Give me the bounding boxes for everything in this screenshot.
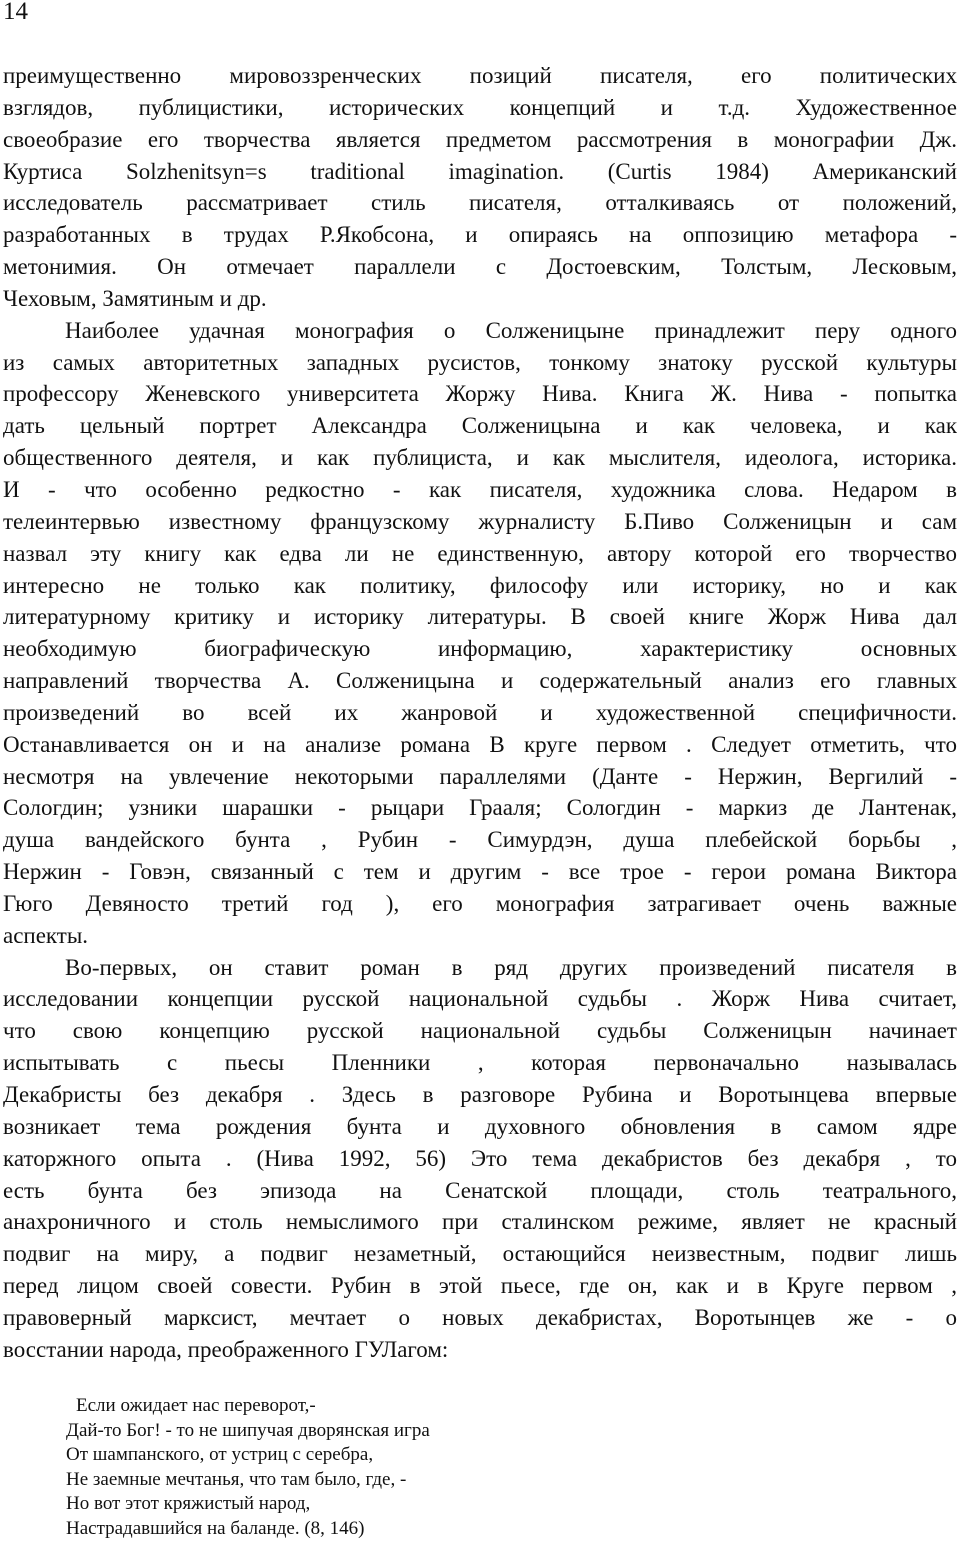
text-line: испытывать с пьесы Пленники , которая первоначально называлась	[3, 1050, 957, 1076]
text-line: профессору Женевского университета Жоржу Нива. Книга Ж. Нива - попытка	[3, 381, 957, 407]
text-line: своеобразие его творчества является предметом рассмотрения в монографии Дж.	[3, 126, 957, 152]
text-line: Нержин - Говэн, связанный с тем и другим - все трое - герои романа Виктора	[3, 859, 957, 885]
text-line: восстании народа, преображенного ГУЛагом:	[3, 1336, 449, 1362]
text-line: душа вандейского бунта , Рубин - Симурдэн, душа плебейской борьбы ,	[3, 827, 957, 853]
poem-line: От шампанского, от устриц с серебра,	[66, 1444, 374, 1465]
text-line: Чеховым, Замятиным и др.	[3, 285, 267, 311]
text-line: Декабристы без декабря . Здесь в разговоре Рубина и Воротынцева впервые	[3, 1082, 957, 1107]
text-line: Наиболее удачная монография о Солженицыне принадлежит перу одного	[65, 317, 957, 343]
text-line: разработанных в трудах Р.Якобсона, и опираясь на оппозицию метафора -	[3, 222, 957, 248]
text-line: И - что особенно редкостно - как писателя, художника слова. Недаром в	[3, 476, 957, 502]
text-line: Гюго Девяносто третий год ), его монография затрагивает очень важные	[3, 890, 957, 916]
text-line: что свою концепцию русской национальной судьбы Солженицын начинает	[3, 1018, 957, 1044]
poem-line: Настрадавшийся на баланде. (8, 146)	[66, 1517, 365, 1539]
text-line: из самых авторитетных западных русистов, тонкому знатоку русской культуры	[3, 349, 957, 375]
text-line: возникает тема рождения бунта и духовного обновления в самом ядре	[3, 1113, 957, 1139]
text-line: произведений во всей их жанровой и художественной специфичности.	[3, 699, 957, 725]
poem-line: Дай-то Бог! - то не шипучая дворянская игра	[66, 1419, 430, 1441]
text-line: Во-первых, он ставит роман в ряд других произведений писателя в	[65, 954, 957, 980]
paragraph-2	[3, 315, 957, 952]
text-line: перед лицом своей совести. Рубин в этой пьесе, где он, как и в Круге первом ,	[3, 1273, 957, 1299]
text-line: интересно не только как политику, философу или историку, но и как	[3, 572, 957, 598]
text-line: общественного деятеля, и как публициста, и как мыслителя, идеолога, историка.	[3, 445, 957, 471]
text-line: есть бунта без эпизода на Сенатской площади, столь театрального,	[3, 1177, 957, 1203]
paragraph-1	[3, 60, 957, 315]
page-number: 14	[3, 0, 28, 25]
text-line: Куртиса Solzhenitsyn=s traditional imagination. (Curtis 1984) Американский	[3, 158, 957, 184]
text-line: Сологдин; узники шарашки - рыцари Грааля; Сологдин - маркиз де Лантенак,	[3, 795, 957, 821]
text-line: необходимую биографическую информацию, характеристику основных	[3, 636, 957, 662]
text-line: преимущественно мировоззренческих позиций писателя, его политических	[3, 63, 957, 88]
text-line: направлений творчества А. Солженицына и содержательный анализ его главных	[3, 668, 957, 694]
text-line: аспекты.	[3, 922, 89, 948]
poem-quote	[66, 1394, 686, 1541]
poem-line: Не заемные мечтанья, что там было, где, -	[66, 1468, 407, 1490]
text-line: литературному критику и историку литературы. В своей книге Жорж Нива дал	[3, 604, 957, 630]
text-line: дать цельный портрет Александра Солженицына и как человека, и как	[3, 413, 957, 439]
text-line: телеинтервью известному французскому журналисту Б.Пиво Солженицын и сам	[3, 508, 957, 534]
paragraph-3	[3, 952, 957, 1366]
poem-line: Но вот этот кряжистый народ,	[66, 1493, 311, 1514]
text-line: назвал эту книгу как едва ли не единственную, автору которой его творчество	[3, 540, 957, 566]
text-line: каторжного опыта . (Нива 1992, 56) Это тема декабристов без декабря , то	[3, 1145, 957, 1171]
text-line: правоверный марксист, мечтает о новых декабристах, Воротынцев же - о	[3, 1304, 957, 1330]
text-line: исследовании концепции русской национальной судьбы . Жорж Нива считает,	[3, 986, 957, 1012]
body-text	[3, 60, 957, 1366]
poem-line: Если ожидает нас переворот,-	[76, 1395, 316, 1416]
text-line: анахроничного и столь немыслимого при сталинском режиме, являет не красный	[3, 1209, 957, 1235]
text-line: взглядов, публицистики, исторических концепций и т.д. Художественное	[3, 94, 957, 120]
text-line: исследователь рассматривает стиль писателя, отталкиваясь от положений,	[3, 190, 957, 216]
text-line: подвиг на миру, а подвиг незаметный, остающийся неизвестным, подвиг лишь	[3, 1241, 957, 1267]
text-line: метонимия. Он отмечает параллели с Достоевским, Толстым, Лесковым,	[3, 254, 957, 280]
text-line: Останавливается он и на анализе романа В круге первом . Следует отметить, что	[3, 731, 957, 757]
text-line: несмотря на увлечение некоторыми параллелями (Данте - Нержин, Вергилий -	[3, 763, 957, 789]
